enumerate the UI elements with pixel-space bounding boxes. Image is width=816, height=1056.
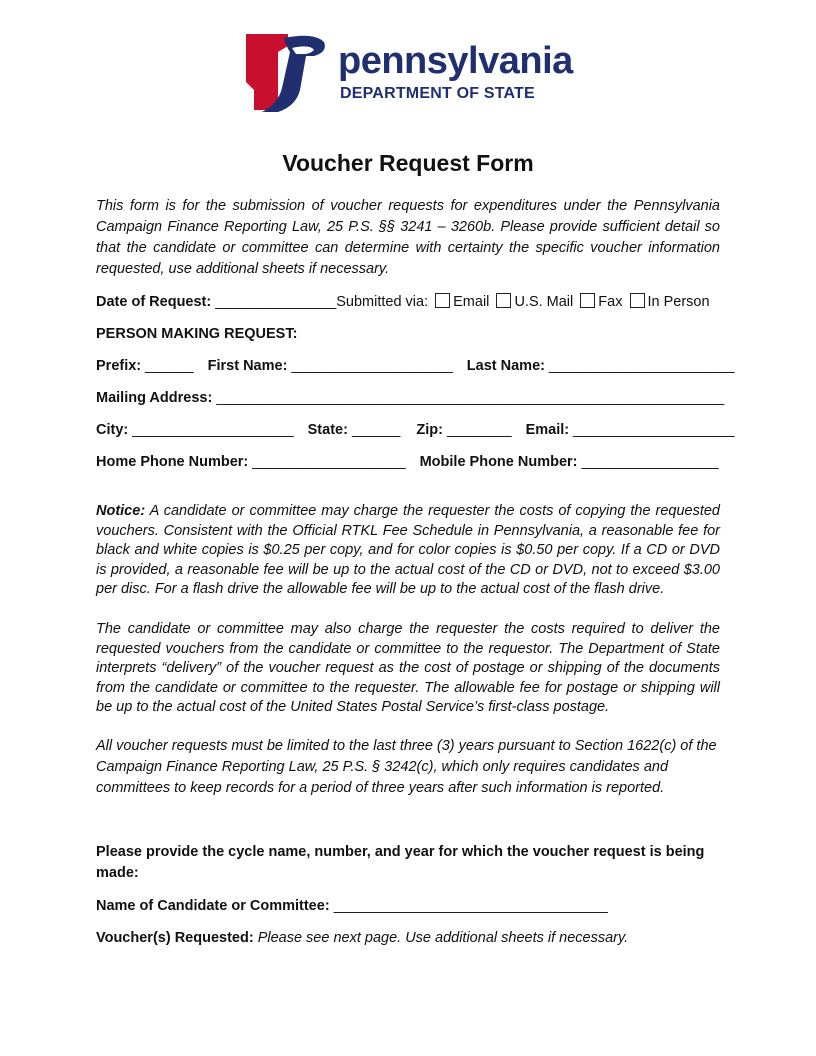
in-person-checkbox[interactable] <box>630 293 645 308</box>
candidate-field[interactable]: __________________________________ <box>333 898 608 914</box>
city-row <box>96 420 736 440</box>
address-row <box>96 388 736 408</box>
city-field[interactable]: ____________________ <box>132 422 294 438</box>
fax-checkbox[interactable] <box>580 293 595 308</box>
email-checkbox[interactable] <box>435 293 450 308</box>
fax-option-label: Fax <box>598 294 623 310</box>
keystone-logo-icon <box>244 30 334 114</box>
email-label: Email: <box>525 422 570 438</box>
zip-label: Zip: <box>416 422 443 438</box>
vouchers-note: Please see next page. Use additional sheets if necessary. <box>257 930 629 946</box>
notice-label: Notice: <box>96 503 146 519</box>
delivery-paragraph: The candidate or committee may also charge the requester the costs required to deliver the requested vouchers from the candidate or committee to the requestor. The Department of State interprets “delivery” of the voucher request as the cost of postage or shipping of the documents from the candidate or committee to the requester. The allowable fee for postage or shipping will be up to the actual cost of the United States Postal Service’s first-class postage. <box>96 621 720 716</box>
state-label: State: <box>307 422 348 438</box>
vouchers-label: Voucher(s) Requested: <box>96 930 254 946</box>
date-input-line[interactable]: _______________ <box>215 294 337 310</box>
logo-wordmark: pennsylvania <box>338 40 573 82</box>
form-title: Voucher Request Form <box>282 150 534 176</box>
mailing-address-label: Mailing Address: <box>96 390 213 406</box>
email-field[interactable]: ____________________ <box>573 422 735 438</box>
in-person-option-label: In Person <box>647 294 710 310</box>
email-option-label: Email <box>453 294 490 310</box>
person-heading: PERSON MAKING REQUEST: <box>96 326 298 342</box>
home-phone-field[interactable]: ___________________ <box>252 454 406 470</box>
last-name-label: Last Name: <box>466 358 545 374</box>
first-name-label: First Name: <box>207 358 288 374</box>
submitted-via-label: Submitted via: <box>336 294 429 310</box>
name-row <box>96 356 736 376</box>
phone-row <box>96 452 736 472</box>
city-label: City: <box>96 422 129 438</box>
notice-text: A candidate or committee may charge the requester the costs of copying the requested vouchers. Consistent with the Official RTKL Fee Schedule in Pennsylvania, a reasonable fee for black and white copies is $0.25 per copy, and for color copies is $0.50 per copy. If a CD or DVD is provided, a reasonable fee will be up to the actual cost of the CD or DVD, not to exceed $3.00 per disc. For a flash drive the allowable fee will be up to the actual cost of the flash drive. <box>96 503 720 598</box>
intro-paragraph: This form is for the submission of voucher requests for expenditures under the Pennsylvania Campaign Finance Reporting Law, 25 P.S. §§ 3241 – 3260b. Please provide sufficient detail so that the candidate or committee can determine with certainty the specific voucher information requested, use additional sheets if necessary. <box>96 198 720 277</box>
first-name-field[interactable]: ____________________ <box>291 358 453 374</box>
prefix-label: Prefix: <box>96 358 142 374</box>
pa-dos-logo <box>244 30 573 114</box>
date-request-row <box>96 292 736 312</box>
cycle-prompt: Please provide the cycle name, number, and year for which the voucher request is being made: <box>96 844 705 881</box>
date-label: Date of Request: <box>96 294 212 310</box>
prefix-field[interactable]: ______ <box>145 358 194 374</box>
limit-paragraph: All voucher requests must be limited to the last three (3) years pursuant to Section 1622(c) of the Campaign Finance Reporting Law, 25 P.S. § 3242(c), which only requires candidates and committees to keep records for a period of three years after such information is reported. <box>96 738 717 796</box>
state-field[interactable]: ______ <box>351 422 401 438</box>
mail-option-label: U.S. Mail <box>514 294 574 310</box>
zip-field[interactable]: ________ <box>447 422 512 438</box>
last-name-field[interactable]: _______________________ <box>549 358 735 374</box>
logo-department: DEPARTMENT OF STATE <box>340 85 535 102</box>
home-phone-label: Home Phone Number: <box>96 454 249 470</box>
mail-checkbox[interactable] <box>496 293 511 308</box>
mailing-address-field[interactable]: _______________________________________________________________ <box>216 390 725 406</box>
candidate-label: Name of Candidate or Committee: <box>96 898 330 914</box>
notice-paragraph <box>96 502 720 600</box>
vouchers-row <box>96 928 736 948</box>
candidate-row <box>96 896 736 916</box>
mobile-phone-label: Mobile Phone Number: <box>419 454 578 470</box>
mobile-phone-field[interactable]: _________________ <box>581 454 719 470</box>
